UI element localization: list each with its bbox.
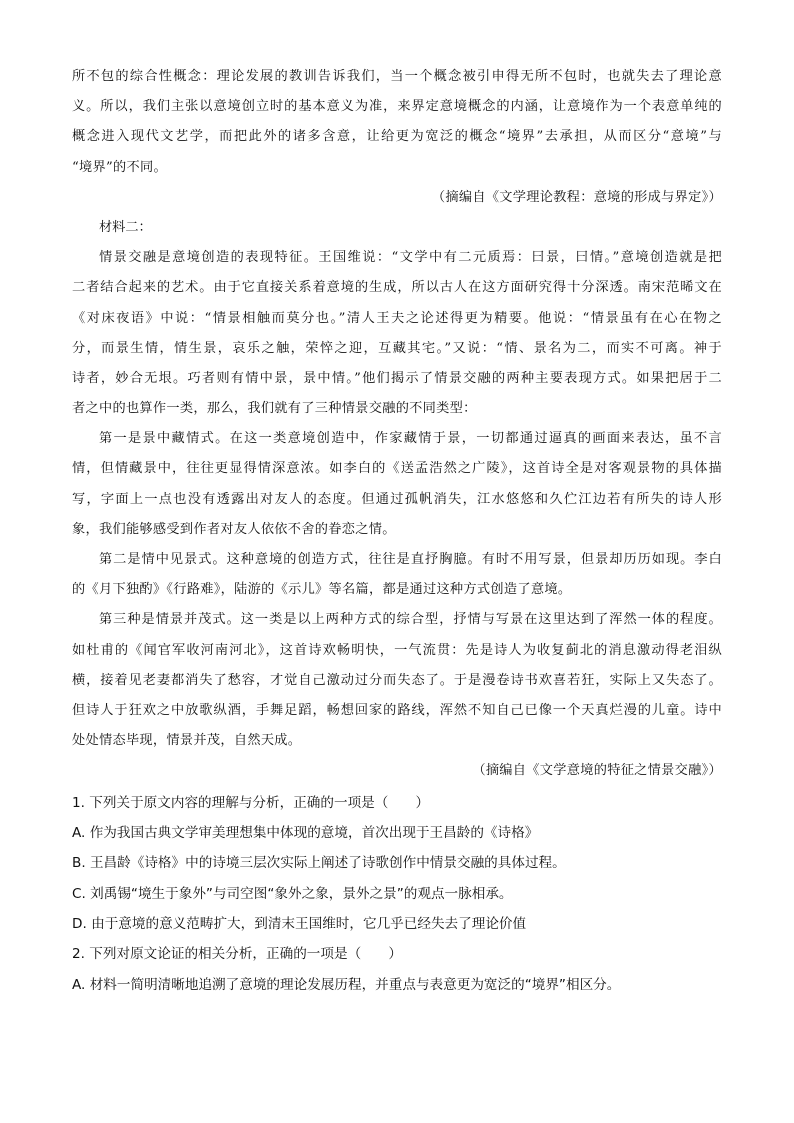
text-line: 情景交融是意境创造的表现特征。王国维说：“文学中有二元质焉：曰景，曰情。”意境创造就是把: [99, 250, 722, 266]
passage-continuation: [72, 62, 722, 183]
material-2-paragraph-1: [72, 243, 722, 424]
text-line: 所不包的综合性概念：理论发展的教训告诉我们，当一个概念被引申得无所不包时，也就失去了理论意: [72, 69, 722, 84]
text-line: 概念进入现代文艺学，而把此外的诸多含意，让给更为宽泛的概念“境界”去承担，从而区分“意境”与: [72, 129, 722, 145]
text-line: 者之中的也算作一类，那么，我们就有了三种情景交融的不同类型：: [72, 401, 477, 417]
question-1-option-a: A. 作为我国古典文学审美理想集中体现的意境，首次出现于王昌龄的《诗格》: [72, 824, 539, 841]
text-line: 第三种是情景并茂式。这一类是以上两种方式的综合型，抒情与写景在这里达到了浑然一体的程度。: [99, 612, 722, 628]
source-citation-2: （摘编自《文学意境的特征之情景交融》）: [472, 763, 722, 779]
text-line: 二者结合起来的艺术。由于它直接关系着意境的生成，所以古人在这方面研究得十分深透。南宋范晞文在: [72, 280, 722, 296]
question-1-option-b: B. 王昌龄《诗格》中的诗境三层次实际上阐述了诗歌创作中情景交融的具体过程。: [72, 855, 566, 872]
question-2-stem: 2. 下列对原文论证的相关分析，正确的一项是（ ）: [72, 946, 402, 963]
text-line: 《对床夜语》中说：“情景相触而莫分也。”清人王夫之论述得更为精要。他说：“情景虽有在心在物之: [72, 310, 722, 326]
question-2: [72, 939, 722, 1000]
text-line: 情，但情藏景中，往往更显得情深意浓。如李白的《送孟浩然之广陵》，这首诗全是对客观景物的具体描: [72, 461, 722, 477]
text-line: “境界”的不同。: [72, 159, 168, 175]
text-line: 第二是情中见景式。这种意境的创造方式，往往是直抒胸臆。有时不用写景，但景却历历如现。李白: [99, 552, 722, 567]
source-citation-1: （摘编自《文学理论教程：意境的形成与界定》）: [431, 189, 722, 205]
question-1: [72, 788, 722, 940]
text-line: 处处情态毕现，情景并茂，自然天成。: [72, 733, 302, 749]
document-page: [72, 62, 722, 1000]
text-line: 横，接着见老妻都消失了愁容，才觉自己激动过分而失态了。于是漫卷诗书欢喜若狂，实际上又失态了。: [72, 672, 722, 688]
text-line: 义。所以，我们主张以意境创立时的基本意义为准，来界定意境概念的内涵，让意境作为一个表意单纯的: [72, 99, 722, 115]
material-2-heading: 材料二：: [99, 219, 152, 235]
text-line: 如杜甫的《闻官军收河南河北》，这首诗欢畅明快，一气流贯：先是诗人为收复蓟北的消息激动得老泪纵: [72, 642, 722, 658]
text-line: 象，我们能够感受到作者对友人依依不舍的眷恋之情。: [72, 521, 396, 537]
text-line: 写，字面上一点也没有透露出对友人的态度。但通过孤帆消失，江水悠悠和久伫江边若有所失的诗人形: [72, 491, 722, 507]
text-line: 但诗人于狂欢之中放歌纵酒，手舞足蹈，畅想回家的路线，浑然不知自己已像一个天真烂漫的儿童。诗中: [72, 702, 722, 718]
question-2-option-a: A. 材料一简明清晰地追溯了意境的理论发展历程，并重点与表意更为宽泛的“境界”相区分。: [72, 976, 621, 993]
material-2-paragraph-3: [72, 545, 722, 605]
material-2-paragraph-4: [72, 605, 722, 756]
text-line: 的《月下独酌》《行路难》，陆游的《示儿》等名篇，都是通过这种方式创造了意境。: [72, 582, 572, 598]
text-line: 分，而景生情，情生景，哀乐之触，荣悴之迎，互藏其宅。”又说：“情、景名为二，而实不可离。神于: [72, 340, 722, 356]
material-2-paragraph-2: [72, 424, 722, 545]
question-1-option-d: D. 由于意境的意义范畴扩大，到清末王国维时，它几乎已经失去了理论价值: [72, 916, 527, 933]
question-1-option-c: C. 刘禹锡“境生于象外”与司空图“象外之象，景外之景”的观点一脉相承。: [72, 885, 513, 902]
text-line: 诗者，妙合无垠。巧者则有情中景，景中情。”他们揭示了情景交融的两种主要表现方式。如果把居于二: [72, 370, 722, 386]
question-1-stem: 1. 下列关于原文内容的理解与分析，正确的一项是（ ）: [72, 794, 430, 811]
text-line: 第一是景中藏情式。在这一类意境创造中，作家藏情于景，一切都通过逼真的画面来表达，虽不言: [99, 431, 722, 447]
